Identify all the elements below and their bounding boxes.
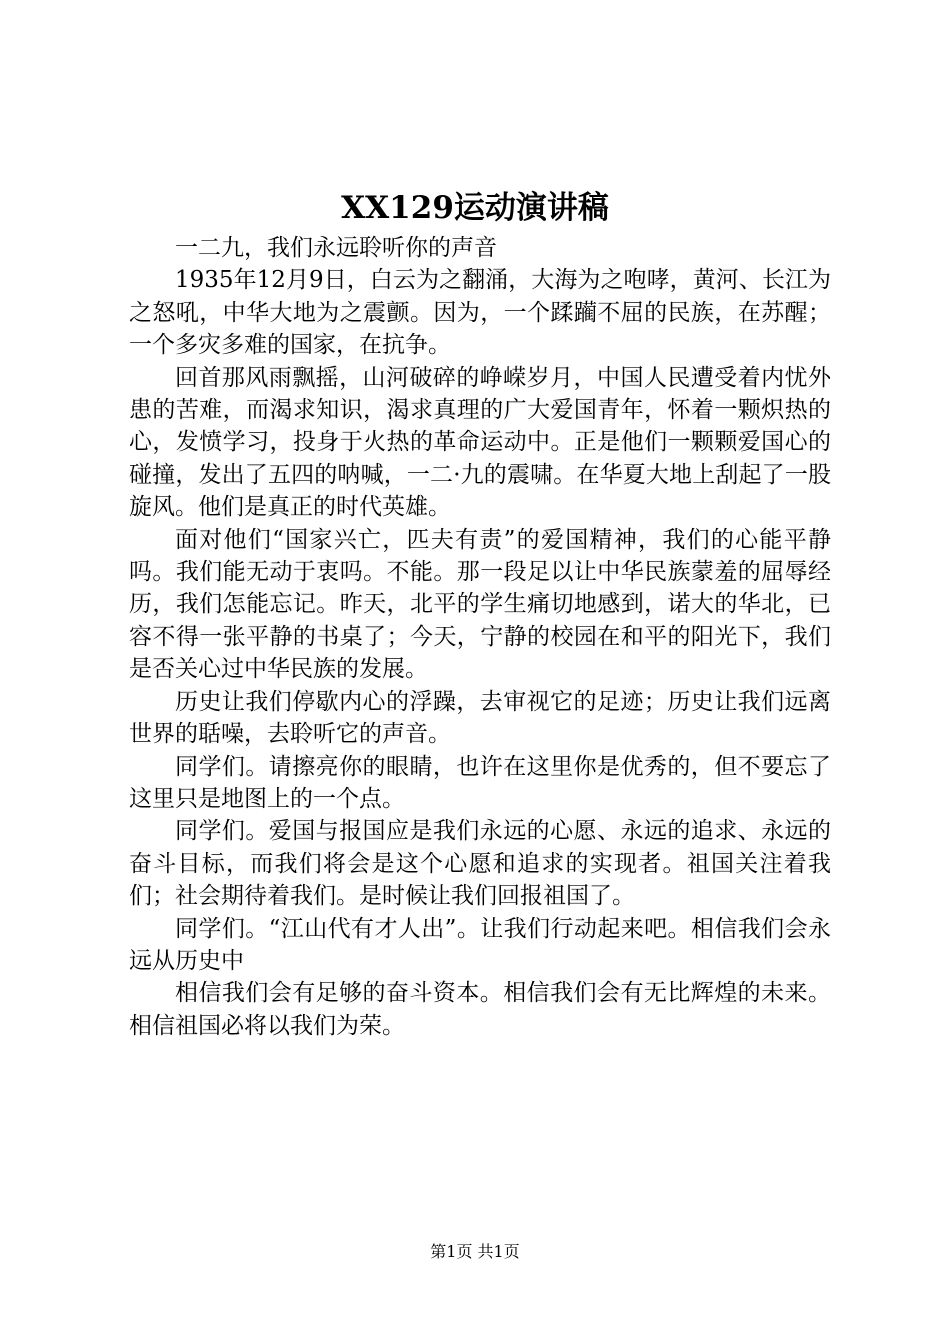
paragraph: 1935年12月9日，白云为之翻涌，大海为之咆哮，黄河、长江为之怒吼，中华大地为之震颤。因为，一个蹂躏不屈的民族，在苏醒；一个多灾多难的国家，在抗争。	[129, 267, 831, 359]
paragraph: 相信我们会有足够的奋斗资本。相信我们会有无比辉煌的未来。相信祖国必将以我们为荣。	[129, 980, 831, 1039]
paragraph: 历史让我们停歇内心的浮躁，去审视它的足迹；历史让我们远离世界的聒噪，去聆听它的声音。	[129, 688, 831, 748]
paragraph: 同学们。“江山代有才人出”。让我们行动起来吧。相信我们会永远从历史中	[129, 915, 831, 974]
paragraph: 面对他们“国家兴亡，匹夫有责”的爱国精神，我们的心能平静吗。我们能无动于衷吗。不能。那一段足以让中华民族蒙羞的屈辱经历，我们怎能忘记。昨天，北平的学生痛切地感到，诺大的华北，已容不得一张平静的书桌了；今天，宁静的校园在和平的阳光下，我们是否关心过中华民族的发展。	[129, 526, 831, 683]
page-footer: 第1页 共1页	[430, 1242, 520, 1261]
document-title: XX129运动演讲稿	[341, 190, 609, 226]
paragraph: 一二九，我们永远聆听你的声音	[175, 235, 497, 261]
paragraph: 回首那风雨飘摇，山河破碎的峥嵘岁月，中国人民遭受着内忧外患的苦难，而渴求知识，渴求真理的广大爱国青年，怀着一颗炽热的心，发愤学习，投身于火热的革命运动中。正是他们一颗颗爱国心的碰撞，发出了五四的呐喊，一二·九的震啸。在华夏大地上刮起了一股旋风。他们是真正的时代英雄。	[129, 364, 831, 521]
document-body	[129, 232, 831, 1042]
paragraph: 同学们。爱国与报国应是我们永远的心愿、永远的追求、永远的奋斗目标，而我们将会是这个心愿和追求的实现者。祖国关注着我们；社会期待着我们。是时候让我们回报祖国了。	[129, 818, 831, 910]
paragraph: 同学们。请擦亮你的眼睛，也许在这里你是优秀的，但不要忘了这里只是地图上的一个点。	[129, 753, 831, 812]
